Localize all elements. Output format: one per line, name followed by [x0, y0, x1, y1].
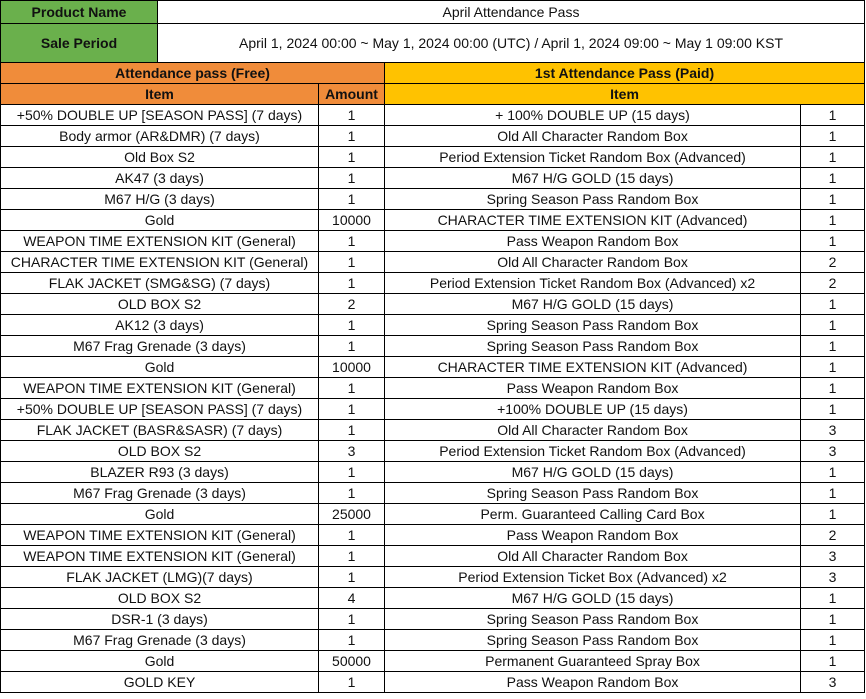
- free-item-cell: OLD BOX S2: [1, 588, 319, 609]
- paid-amount-cell: 1: [801, 315, 865, 336]
- free-item-cell: FLAK JACKET (LMG)(7 days): [1, 567, 319, 588]
- table-row: [1, 126, 865, 147]
- free-item-cell: DSR-1 (3 days): [1, 609, 319, 630]
- paid-item-cell: M67 H/G GOLD (15 days): [385, 462, 801, 483]
- free-item-cell: WEAPON TIME EXTENSION KIT (General): [1, 231, 319, 252]
- paid-item-cell: M67 H/G GOLD (15 days): [385, 294, 801, 315]
- free-amount-cell: 1: [319, 546, 385, 567]
- free-item-cell: AK47 (3 days): [1, 168, 319, 189]
- paid-amount-cell: 1: [801, 630, 865, 651]
- table-row: [1, 609, 865, 630]
- paid-item-cell: Old All Character Random Box: [385, 546, 801, 567]
- paid-item-cell: Spring Season Pass Random Box: [385, 336, 801, 357]
- free-amount-cell: 1: [319, 168, 385, 189]
- paid-pass-title: 1st Attendance Pass (Paid): [385, 63, 865, 84]
- pass-title-row: [1, 63, 865, 84]
- free-item-cell: +50% DOUBLE UP [SEASON PASS] (7 days): [1, 399, 319, 420]
- paid-amount-cell: 1: [801, 147, 865, 168]
- free-amount-cell: 1: [319, 483, 385, 504]
- paid-item-cell: Pass Weapon Random Box: [385, 231, 801, 252]
- paid-amount-cell: 1: [801, 210, 865, 231]
- table-row: [1, 378, 865, 399]
- free-item-cell: Gold: [1, 357, 319, 378]
- table-row: [1, 231, 865, 252]
- table-row: [1, 315, 865, 336]
- free-amount-cell: 1: [319, 630, 385, 651]
- paid-amount-cell: 3: [801, 672, 865, 693]
- free-item-cell: AK12 (3 days): [1, 315, 319, 336]
- paid-amount-cell: 1: [801, 336, 865, 357]
- free-amount-cell: 4: [319, 588, 385, 609]
- paid-item-cell: Spring Season Pass Random Box: [385, 609, 801, 630]
- paid-item-cell: Period Extension Ticket Random Box (Advanced) x2: [385, 273, 801, 294]
- paid-item-cell: Pass Weapon Random Box: [385, 525, 801, 546]
- product-info-table: [0, 0, 865, 63]
- free-item-cell: CHARACTER TIME EXTENSION KIT (General): [1, 252, 319, 273]
- paid-amount-cell: 1: [801, 399, 865, 420]
- free-amount-cell: 1: [319, 105, 385, 126]
- free-amount-cell: 1: [319, 378, 385, 399]
- paid-item-cell: M67 H/G GOLD (15 days): [385, 588, 801, 609]
- paid-item-header: Item: [385, 84, 865, 105]
- free-item-header: Item: [1, 84, 319, 105]
- paid-item-cell: Period Extension Ticket Box (Advanced) x2: [385, 567, 801, 588]
- free-amount-cell: 2: [319, 294, 385, 315]
- paid-item-cell: Pass Weapon Random Box: [385, 672, 801, 693]
- free-amount-cell: 1: [319, 420, 385, 441]
- paid-amount-cell: 3: [801, 567, 865, 588]
- free-item-cell: M67 Frag Grenade (3 days): [1, 336, 319, 357]
- free-item-cell: +50% DOUBLE UP [SEASON PASS] (7 days): [1, 105, 319, 126]
- paid-amount-cell: 1: [801, 105, 865, 126]
- free-item-cell: Gold: [1, 504, 319, 525]
- table-row: [1, 651, 865, 672]
- free-item-cell: WEAPON TIME EXTENSION KIT (General): [1, 546, 319, 567]
- sale-period-row: [1, 24, 865, 63]
- table-row: [1, 189, 865, 210]
- free-amount-cell: 1: [319, 273, 385, 294]
- paid-item-cell: Permanent Guaranteed Spray Box: [385, 651, 801, 672]
- free-amount-cell: 3: [319, 441, 385, 462]
- paid-amount-cell: 1: [801, 378, 865, 399]
- free-item-cell: M67 Frag Grenade (3 days): [1, 483, 319, 504]
- free-amount-cell: 10000: [319, 357, 385, 378]
- table-row: [1, 399, 865, 420]
- table-row: [1, 504, 865, 525]
- table-row: [1, 294, 865, 315]
- free-amount-header: Amount: [319, 84, 385, 105]
- table-row: [1, 546, 865, 567]
- free-amount-cell: 1: [319, 231, 385, 252]
- free-amount-cell: 1: [319, 567, 385, 588]
- paid-amount-cell: 1: [801, 483, 865, 504]
- reward-rows: [1, 105, 865, 693]
- free-item-cell: Gold: [1, 651, 319, 672]
- table-row: [1, 273, 865, 294]
- table-row: [1, 525, 865, 546]
- product-name-value: April Attendance Pass: [158, 1, 865, 24]
- free-item-cell: OLD BOX S2: [1, 441, 319, 462]
- free-amount-cell: 50000: [319, 651, 385, 672]
- paid-amount-cell: 1: [801, 357, 865, 378]
- table-row: [1, 357, 865, 378]
- paid-amount-cell: 2: [801, 273, 865, 294]
- paid-item-cell: Old All Character Random Box: [385, 252, 801, 273]
- free-item-cell: M67 Frag Grenade (3 days): [1, 630, 319, 651]
- free-amount-cell: 1: [319, 672, 385, 693]
- paid-item-cell: Old All Character Random Box: [385, 126, 801, 147]
- table-row: [1, 252, 865, 273]
- sale-period-label: Sale Period: [1, 24, 158, 63]
- table-row: [1, 630, 865, 651]
- paid-item-cell: Old All Character Random Box: [385, 420, 801, 441]
- free-amount-cell: 1: [319, 525, 385, 546]
- paid-item-cell: Period Extension Ticket Random Box (Advanced): [385, 441, 801, 462]
- product-name-label: Product Name: [1, 1, 158, 24]
- sale-period-value: April 1, 2024 00:00 ~ May 1, 2024 00:00 (UTC) / April 1, 2024 09:00 ~ May 1 09:00 KST: [158, 24, 865, 63]
- free-item-cell: GOLD KEY: [1, 672, 319, 693]
- free-item-cell: M67 H/G (3 days): [1, 189, 319, 210]
- paid-amount-cell: 1: [801, 462, 865, 483]
- paid-amount-cell: 1: [801, 168, 865, 189]
- table-row: [1, 105, 865, 126]
- free-item-cell: Gold: [1, 210, 319, 231]
- free-amount-cell: 1: [319, 336, 385, 357]
- paid-amount-cell: 1: [801, 231, 865, 252]
- free-item-cell: WEAPON TIME EXTENSION KIT (General): [1, 525, 319, 546]
- free-item-cell: BLAZER R93 (3 days): [1, 462, 319, 483]
- paid-item-cell: CHARACTER TIME EXTENSION KIT (Advanced): [385, 357, 801, 378]
- paid-amount-cell: 3: [801, 546, 865, 567]
- free-amount-cell: 1: [319, 252, 385, 273]
- paid-item-cell: CHARACTER TIME EXTENSION KIT (Advanced): [385, 210, 801, 231]
- paid-amount-cell: 3: [801, 441, 865, 462]
- paid-amount-cell: 2: [801, 252, 865, 273]
- free-pass-title: Attendance pass (Free): [1, 63, 385, 84]
- table-row: [1, 210, 865, 231]
- free-amount-cell: 1: [319, 462, 385, 483]
- paid-amount-cell: 1: [801, 651, 865, 672]
- free-amount-cell: 1: [319, 147, 385, 168]
- free-amount-cell: 25000: [319, 504, 385, 525]
- table-row: [1, 588, 865, 609]
- free-amount-cell: 1: [319, 189, 385, 210]
- paid-amount-cell: 3: [801, 420, 865, 441]
- free-item-cell: Old Box S2: [1, 147, 319, 168]
- free-amount-cell: 10000: [319, 210, 385, 231]
- table-row: [1, 483, 865, 504]
- paid-amount-cell: 1: [801, 294, 865, 315]
- table-row: [1, 567, 865, 588]
- paid-item-cell: +100% DOUBLE UP (15 days): [385, 399, 801, 420]
- paid-amount-cell: 1: [801, 504, 865, 525]
- paid-amount-cell: 1: [801, 189, 865, 210]
- paid-item-cell: M67 H/G GOLD (15 days): [385, 168, 801, 189]
- free-amount-cell: 1: [319, 315, 385, 336]
- paid-item-cell: Pass Weapon Random Box: [385, 378, 801, 399]
- free-amount-cell: 1: [319, 609, 385, 630]
- paid-item-cell: Spring Season Pass Random Box: [385, 483, 801, 504]
- table-row: [1, 336, 865, 357]
- table-row: [1, 672, 865, 693]
- free-item-cell: WEAPON TIME EXTENSION KIT (General): [1, 378, 319, 399]
- free-item-cell: Body armor (AR&DMR) (7 days): [1, 126, 319, 147]
- free-item-cell: FLAK JACKET (SMG&SG) (7 days): [1, 273, 319, 294]
- paid-item-cell: Spring Season Pass Random Box: [385, 630, 801, 651]
- free-amount-cell: 1: [319, 399, 385, 420]
- free-amount-cell: 1: [319, 126, 385, 147]
- free-item-cell: OLD BOX S2: [1, 294, 319, 315]
- table-row: [1, 147, 865, 168]
- paid-amount-cell: 1: [801, 609, 865, 630]
- paid-item-cell: + 100% DOUBLE UP (15 days): [385, 105, 801, 126]
- rewards-table: [0, 62, 865, 693]
- paid-amount-cell: 1: [801, 588, 865, 609]
- table-row: [1, 441, 865, 462]
- free-item-cell: FLAK JACKET (BASR&SASR) (7 days): [1, 420, 319, 441]
- paid-item-cell: Period Extension Ticket Random Box (Advanced): [385, 147, 801, 168]
- paid-item-cell: Spring Season Pass Random Box: [385, 189, 801, 210]
- paid-amount-cell: 2: [801, 525, 865, 546]
- paid-item-cell: Spring Season Pass Random Box: [385, 315, 801, 336]
- table-row: [1, 168, 865, 189]
- paid-item-cell: Perm. Guaranteed Calling Card Box: [385, 504, 801, 525]
- column-header-row: [1, 84, 865, 105]
- table-row: [1, 462, 865, 483]
- table-row: [1, 420, 865, 441]
- paid-amount-cell: 1: [801, 126, 865, 147]
- product-name-row: [1, 1, 865, 24]
